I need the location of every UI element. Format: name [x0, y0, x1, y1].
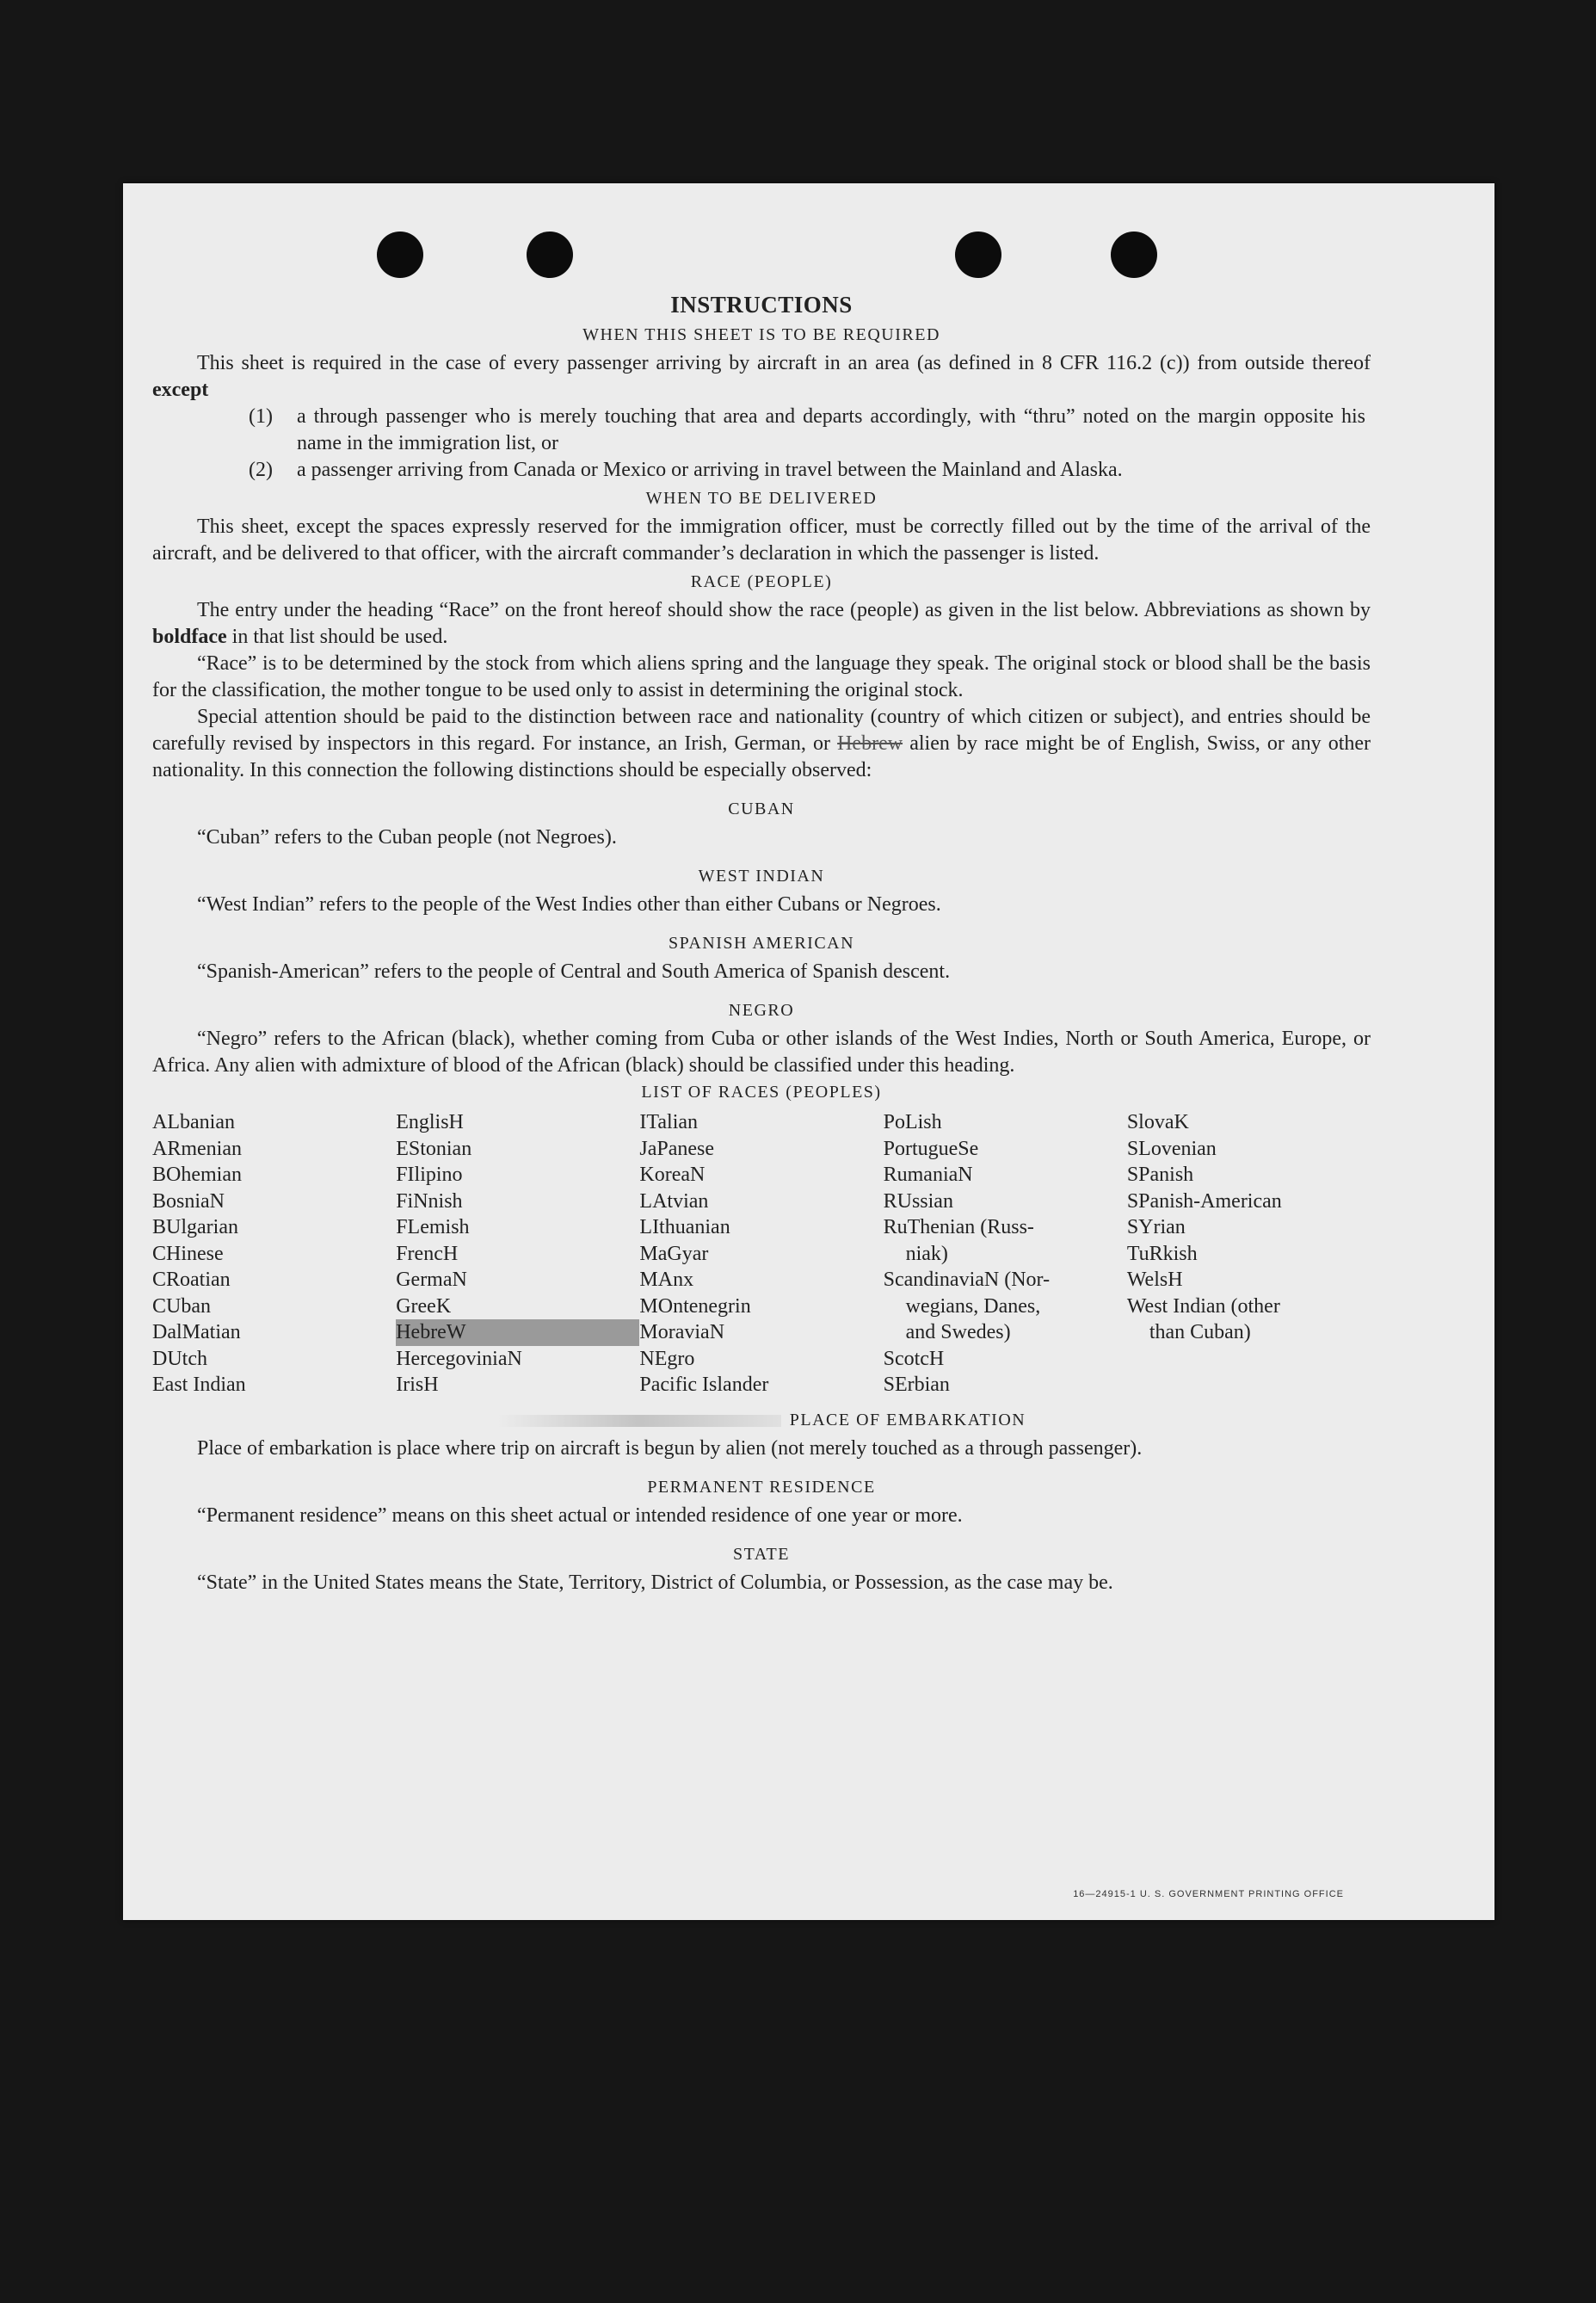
heading-when-required: WHEN THIS SHEET IS TO BE REQUIRED — [582, 325, 940, 344]
race-entry: ARmenian — [152, 1137, 242, 1160]
heading-race: RACE (PEOPLE) — [690, 572, 833, 591]
race-entry: than Cuban) — [1149, 1321, 1251, 1343]
race-entry: MAnx — [639, 1269, 694, 1291]
heading-permanent-residence: PERMANENT RESIDENCE — [647, 1477, 876, 1497]
required-intro: This sheet is required in the case of every passenger arriving by aircraft in an area (as defined in 8 CFR 116.2 (c)) from outside thereof except — [152, 352, 1371, 401]
race-paragraph-2: “Race” is to be determined by the stock from which aliens spring and the language they speak. The original stock or blood shall be the basis for the classification, the mother tongue to be used only to assist in determining the original stock. — [152, 652, 1371, 701]
race-entry: EnglisH — [396, 1111, 464, 1133]
race-entry: RuThenian (Russ- — [883, 1216, 1034, 1238]
race-entry: SPanish-American — [1126, 1189, 1282, 1213]
race-entry: EStonian — [396, 1137, 472, 1160]
definition-west-indian: “West Indian” refers to the people of the West Indies other than either Cubans or Negroes. — [197, 893, 941, 916]
race-entry: BosniaN — [152, 1189, 225, 1213]
race-entry: BOhemian — [152, 1164, 242, 1186]
race-paragraph-3: Special attention should be paid to the distinction between race and nationality (country of which citizen or subject), and entries should be carefully revised by inspectors in this regard. For instance, an Irish, German, or Hebrew alien by race might be of English, Swiss, or any other nationality. In this connection the following distinctions should be especially observed: — [152, 706, 1371, 781]
page-title: INSTRUCTIONS — [670, 292, 853, 318]
race-entry: DalMatian — [152, 1321, 241, 1343]
race-entry: FiNnish — [396, 1189, 463, 1213]
race-entry: RUssian — [883, 1189, 953, 1213]
race-entry: FrencH — [396, 1242, 459, 1265]
races-column — [639, 1109, 883, 1398]
race-entry: SYrian — [1126, 1216, 1186, 1238]
definition-cuban: “Cuban” refers to the Cuban people (not Negroes). — [197, 826, 617, 849]
punch-hole — [377, 232, 423, 278]
race-entry: MOntenegrin — [639, 1294, 751, 1318]
race-entry: MoraviaN — [639, 1321, 725, 1343]
heading-cuban: CUBAN — [728, 800, 795, 818]
race-entry: ITalian — [639, 1111, 699, 1133]
races-column — [396, 1109, 639, 1398]
race-entry: PoLish — [883, 1111, 942, 1133]
punch-hole — [1111, 232, 1157, 278]
race-entry: LAtvian — [639, 1189, 709, 1213]
race-entry: WelsH — [1126, 1269, 1183, 1291]
heading-when-delivered: WHEN TO BE DELIVERED — [645, 489, 878, 508]
heading-spanish-american: SPANISH AMERICAN — [668, 934, 855, 953]
heading-negro: NEGRO — [728, 1001, 795, 1020]
residence-text: “Permanent residence” means on this sheet actual or intended residence of one year or more. — [197, 1503, 963, 1527]
printer-footer: 16—24915-1 U. S. GOVERNMENT PRINTING OFFICE — [1073, 1889, 1344, 1899]
ink-smudge — [497, 1415, 781, 1427]
race-entry: and Swedes) — [905, 1321, 1011, 1343]
race-entry: GermaN — [396, 1269, 467, 1291]
heading-embarkation: PLACE OF EMBARKATION — [152, 1411, 1371, 1430]
race-entry: BUlgarian — [152, 1216, 238, 1238]
struck-word: Hebrew — [837, 732, 903, 755]
state-text: “State” in the United States means the State, Territory, District of Columbia, or Possession, as the case may be. — [197, 1571, 1113, 1594]
race-entry: MaGyar — [639, 1242, 709, 1265]
race-entry: KoreaN — [639, 1164, 706, 1186]
race-entry: SlovaK — [1126, 1111, 1189, 1133]
instruction-sheet — [123, 183, 1494, 1920]
list-item: (1) a through passenger who is merely touching that area and departs accordingly, with “thru” noted on the margin opposite his name in the immigration list, or — [249, 405, 1365, 454]
race-entry: HebreW — [396, 1319, 639, 1346]
race-entry: ALbanian — [152, 1111, 235, 1133]
race-entry: HercegoviniaN — [396, 1347, 522, 1370]
sheet-content — [152, 292, 1371, 1596]
delivered-text: This sheet, except the spaces expressly reserved for the immigration officer, must be correctly filled out by the time of the arrival of the aircraft, and be delivered to that officer, with the aircraft commander’s declaration in which the passenger is listed. — [152, 516, 1371, 565]
heading-west-indian: WEST INDIAN — [698, 867, 825, 886]
definition-negro: “Negro” refers to the African (black), whether coming from Cuba or other islands of the West Indies, North or South America, Europe, or Africa. Any alien with admixture of blood of the African (black) should be classified under this heading. — [152, 1028, 1371, 1077]
race-entry: SPanish — [1126, 1164, 1194, 1186]
race-entry: FIlipino — [396, 1164, 463, 1186]
race-entry: CRoatian — [152, 1269, 231, 1291]
race-entry: SLovenian — [1126, 1137, 1217, 1160]
punch-hole — [527, 232, 573, 278]
embarkation-text: Place of embarkation is place where trip on aircraft is begun by alien (not merely touched as a through passenger). — [197, 1436, 1143, 1460]
races-column — [884, 1109, 1127, 1398]
race-entry: DUtch — [152, 1347, 207, 1370]
race-entry: FLemish — [396, 1216, 470, 1238]
races-table — [152, 1109, 1371, 1398]
definition-spanish-american: “Spanish-American” refers to the people of Central and South America of Spanish descent. — [197, 960, 951, 983]
race-entry: ScotcH — [883, 1347, 945, 1370]
race-entry: CUban — [152, 1294, 211, 1318]
race-entry: TuRkish — [1126, 1242, 1198, 1265]
race-entry: GreeK — [396, 1294, 452, 1318]
race-paragraph-1: The entry under the heading “Race” on the front hereof should show the race (people) as given in the list below. Abbreviations as shown by boldface in that list should be used. — [152, 599, 1371, 648]
heading-list-of-races: LIST OF RACES (PEOPLES) — [641, 1083, 882, 1102]
race-entry: wegians, Danes, — [905, 1294, 1041, 1318]
race-entry: NEgro — [639, 1347, 695, 1370]
race-entry: LIthuanian — [639, 1216, 730, 1238]
race-entry: niak) — [905, 1242, 948, 1265]
race-entry: Pacific Islander — [639, 1374, 769, 1396]
race-entry: West Indian (other — [1126, 1294, 1280, 1318]
races-column — [1127, 1109, 1371, 1398]
race-entry: SErbian — [883, 1374, 950, 1396]
races-column — [152, 1109, 396, 1398]
race-entry: RumaniaN — [883, 1164, 973, 1186]
race-entry: JaPanese — [639, 1137, 715, 1160]
heading-state: STATE — [733, 1544, 790, 1564]
race-entry: CHinese — [152, 1242, 224, 1265]
race-entry: PortugueSe — [883, 1137, 979, 1160]
list-item: (2) a passenger arriving from Canada or Mexico or arriving in travel between the Mainland and Alaska. — [249, 459, 1123, 481]
race-entry: East Indian — [152, 1374, 246, 1396]
punch-hole — [955, 232, 1001, 278]
race-entry: IrisH — [396, 1374, 439, 1396]
race-entry: ScandinaviaN (Nor- — [883, 1269, 1051, 1291]
